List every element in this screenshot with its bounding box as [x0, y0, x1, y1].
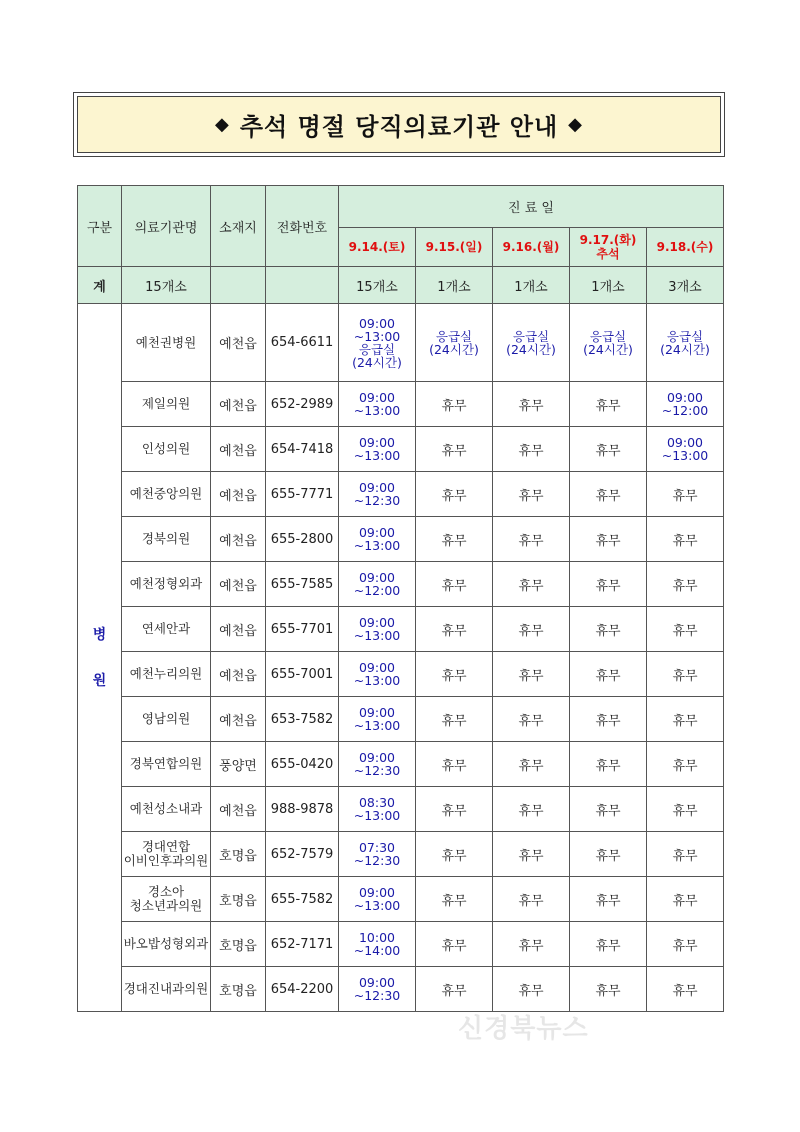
hours-line: (24시간): [429, 341, 479, 357]
hours-line: ~13:00: [353, 898, 401, 913]
schedule-cell: [493, 382, 570, 427]
location: 예천읍: [211, 427, 266, 472]
institution-name-line: 경대연합: [141, 839, 191, 854]
schedule-cell: [339, 517, 416, 562]
institution-name-line: 영남의원: [141, 711, 191, 726]
schedule-cell: [570, 652, 647, 697]
closed-label: 휴무: [441, 668, 467, 684]
closed-label: 휴무: [672, 488, 698, 504]
institution-name: [122, 607, 211, 652]
hours-line: ~12:30: [353, 493, 401, 508]
institution-name: [122, 967, 211, 1012]
schedule-cell: [416, 472, 493, 517]
closed-label: 휴무: [518, 713, 544, 729]
header-phone: 전화번호: [266, 186, 339, 267]
hours-line: ~13:00: [353, 718, 401, 733]
schedule-cell: [416, 382, 493, 427]
phone-number: 654-7418: [266, 427, 339, 472]
summary-label: 계: [78, 267, 122, 304]
phone-number: 655-7771: [266, 472, 339, 517]
hours-line: ~12:30: [353, 988, 401, 1003]
title-text: 추석 명절 당직의료기관 안내: [239, 113, 559, 141]
closed-label: 휴무: [595, 758, 621, 774]
schedule-cell: [416, 517, 493, 562]
location: 예천읍: [211, 382, 266, 427]
schedule-cell: [647, 967, 724, 1012]
schedule-cell: [493, 922, 570, 967]
closed-label: 휴무: [595, 578, 621, 594]
institution-name-line: 인성의원: [141, 441, 191, 456]
schedule-cell: [493, 304, 570, 382]
closed-label: 휴무: [518, 533, 544, 549]
summary-day: 1개소: [416, 267, 493, 304]
closed-label: 휴무: [518, 443, 544, 459]
hours-line: 09:00: [358, 705, 396, 720]
institution-name-line: 경북의원: [141, 531, 191, 546]
header-institution: 의료기관명: [122, 186, 211, 267]
schedule-cell: [647, 742, 724, 787]
closed-label: 휴무: [518, 488, 544, 504]
closed-label: 휴무: [518, 398, 544, 414]
summary-day: 15개소: [339, 267, 416, 304]
closed-label: 휴무: [595, 488, 621, 504]
closed-label: 휴무: [595, 938, 621, 954]
closed-label: 휴무: [595, 668, 621, 684]
schedule-cell: [570, 517, 647, 562]
closed-label: 휴무: [595, 398, 621, 414]
institution-name: [122, 562, 211, 607]
institution-name-line: 이비인후과의원: [123, 853, 209, 868]
schedule-cell: [339, 832, 416, 877]
date-label: 9.15.(일): [425, 240, 483, 254]
institution-name: [122, 742, 211, 787]
date-label: 9.17.(화): [579, 233, 637, 247]
duty-clinic-table: [77, 185, 724, 1012]
hours-line: ~12:00: [661, 403, 709, 418]
header-category: 구분: [78, 186, 122, 267]
schedule-cell: [416, 427, 493, 472]
closed-label: 휴무: [595, 803, 621, 819]
schedule-cell: [339, 787, 416, 832]
closed-label: 휴무: [518, 983, 544, 999]
section-char: 병: [92, 626, 107, 643]
summary-empty: [266, 267, 339, 304]
hours-line: (24시간): [506, 341, 556, 357]
institution-name-line: 예천권병원: [135, 334, 197, 350]
hours-line: 응급실: [666, 328, 704, 344]
schedule-cell: [570, 967, 647, 1012]
phone-number: 652-7579: [266, 832, 339, 877]
diamond-icon: ◆: [568, 114, 583, 135]
schedule-cell: [416, 787, 493, 832]
schedule-cell: [339, 304, 416, 382]
closed-label: 휴무: [518, 578, 544, 594]
table-row: [78, 697, 724, 742]
phone-number: 655-2800: [266, 517, 339, 562]
phone-number: 653-7582: [266, 697, 339, 742]
location: 예천읍: [211, 607, 266, 652]
schedule-cell: [339, 697, 416, 742]
schedule-cell: [647, 652, 724, 697]
hours-line: ~13:00: [353, 538, 401, 553]
hours-line: 09:00: [358, 390, 396, 405]
schedule-cell: [570, 787, 647, 832]
schedule-cell: [493, 877, 570, 922]
location: 호명읍: [211, 877, 266, 922]
hours-line: ~14:00: [353, 943, 401, 958]
schedule-cell: [570, 742, 647, 787]
schedule-cell: [339, 427, 416, 472]
table-row: [78, 922, 724, 967]
schedule-cell: [570, 922, 647, 967]
date-header: [647, 228, 724, 267]
hours-line: ~13:00: [661, 448, 709, 463]
schedule-cell: [339, 967, 416, 1012]
closed-label: 휴무: [441, 623, 467, 639]
table-row: [78, 742, 724, 787]
diamond-icon: ◆: [215, 114, 230, 135]
schedule-cell: [647, 382, 724, 427]
summary-day: 1개소: [493, 267, 570, 304]
hours-line: (24시간): [352, 354, 402, 370]
table-row: [78, 832, 724, 877]
hours-line: 09:00: [358, 315, 396, 331]
schedule-cell: [493, 607, 570, 652]
schedule-cell: [647, 607, 724, 652]
hours-line: 응급실: [589, 328, 627, 344]
table-row: [78, 787, 724, 832]
hours-line: 09:00: [358, 435, 396, 450]
hours-line: 08:30: [358, 795, 396, 810]
closed-label: 휴무: [441, 758, 467, 774]
hours-line: 09:00: [358, 570, 396, 585]
institution-name-line: 경북연합의원: [129, 756, 203, 771]
location: 호명읍: [211, 922, 266, 967]
closed-label: 휴무: [518, 668, 544, 684]
date-header: [570, 228, 647, 267]
closed-label: 휴무: [518, 848, 544, 864]
phone-number: 652-2989: [266, 382, 339, 427]
institution-name: [122, 877, 211, 922]
schedule-cell: [493, 787, 570, 832]
schedule-cell: [570, 877, 647, 922]
closed-label: 휴무: [595, 713, 621, 729]
closed-label: 휴무: [595, 533, 621, 549]
institution-name: [122, 922, 211, 967]
location: 예천읍: [211, 472, 266, 517]
institution-name-line: 예천중앙의원: [129, 486, 203, 501]
hours-line: 10:00: [358, 930, 396, 945]
watermark: 신경북뉴스: [458, 1014, 589, 1044]
schedule-cell: [647, 472, 724, 517]
hours-line: ~12:00: [353, 583, 401, 598]
schedule-cell: [493, 427, 570, 472]
schedule-cell: [339, 562, 416, 607]
institution-name-line: 예천누리의원: [129, 666, 203, 681]
closed-label: 휴무: [441, 713, 467, 729]
closed-label: 휴무: [672, 758, 698, 774]
location: 예천읍: [211, 652, 266, 697]
schedule-cell: [416, 742, 493, 787]
schedule-cell: [570, 427, 647, 472]
hours-line: 09:00: [358, 525, 396, 540]
schedule-cell: [570, 304, 647, 382]
table-row: [78, 427, 724, 472]
hours-line: ~12:30: [353, 763, 401, 778]
closed-label: 휴무: [672, 938, 698, 954]
schedule-cell: [416, 697, 493, 742]
phone-number: 988-9878: [266, 787, 339, 832]
closed-label: 휴무: [518, 758, 544, 774]
schedule-cell: [647, 877, 724, 922]
institution-name: [122, 832, 211, 877]
hours-line: 09:00: [358, 975, 396, 990]
schedule-cell: [493, 742, 570, 787]
institution-name-line: 연세안과: [141, 621, 191, 636]
closed-label: 휴무: [518, 803, 544, 819]
closed-label: 휴무: [595, 983, 621, 999]
hours-line: ~12:30: [353, 853, 401, 868]
closed-label: 휴무: [672, 803, 698, 819]
table-row: [78, 517, 724, 562]
institution-name-line: 제일의원: [141, 396, 191, 411]
phone-number: 655-7701: [266, 607, 339, 652]
date-label: 9.16.(월): [502, 240, 560, 254]
closed-label: 휴무: [441, 983, 467, 999]
location: 호명읍: [211, 832, 266, 877]
location: 예천읍: [211, 304, 266, 382]
table-row: [78, 967, 724, 1012]
hours-line: ~13:00: [353, 403, 401, 418]
hours-line: ~13:00: [353, 328, 401, 344]
closed-label: 휴무: [518, 938, 544, 954]
schedule-cell: [647, 697, 724, 742]
closed-label: 휴무: [518, 623, 544, 639]
closed-label: 휴무: [441, 488, 467, 504]
schedule-cell: [416, 967, 493, 1012]
date-label: 9.14.(토): [348, 240, 406, 254]
schedule-cell: [416, 304, 493, 382]
closed-label: 휴무: [672, 983, 698, 999]
schedule-cell: [493, 697, 570, 742]
institution-name-line: 예천성소내과: [129, 801, 203, 816]
closed-label: 휴무: [441, 533, 467, 549]
schedule-cell: [493, 517, 570, 562]
summary-count: 15개소: [122, 267, 211, 304]
hours-line: ~13:00: [353, 448, 401, 463]
closed-label: 휴무: [672, 533, 698, 549]
closed-label: 휴무: [672, 668, 698, 684]
institution-name-line: 예천정형외과: [129, 576, 203, 591]
schedule-cell: [493, 652, 570, 697]
section-char: 원: [92, 672, 107, 689]
closed-label: 휴무: [672, 893, 698, 909]
location: 예천읍: [211, 787, 266, 832]
location: 예천읍: [211, 697, 266, 742]
closed-label: 휴무: [595, 623, 621, 639]
schedule-cell: [570, 382, 647, 427]
table-row: [78, 562, 724, 607]
schedule-cell: [647, 304, 724, 382]
closed-label: 휴무: [672, 578, 698, 594]
hours-line: ~13:00: [353, 808, 401, 823]
schedule-cell: [570, 697, 647, 742]
institution-name-line: 경대진내과의원: [123, 981, 209, 996]
institution-name: [122, 472, 211, 517]
date-header: [339, 228, 416, 267]
schedule-cell: [493, 472, 570, 517]
schedule-cell: [416, 562, 493, 607]
holiday-label: 추석: [596, 247, 620, 261]
institution-name-line: 바오밥성형외과: [123, 936, 209, 951]
hours-line: 09:00: [358, 750, 396, 765]
section-label: [78, 304, 122, 1012]
hours-line: (24시간): [660, 341, 710, 357]
schedule-cell: [647, 562, 724, 607]
hours-line: 응급실: [512, 328, 550, 344]
schedule-cell: [416, 877, 493, 922]
date-header: [416, 228, 493, 267]
institution-name: [122, 697, 211, 742]
schedule-cell: [647, 517, 724, 562]
location: 예천읍: [211, 517, 266, 562]
schedule-cell: [416, 832, 493, 877]
phone-number: 654-6611: [266, 304, 339, 382]
date-header: [493, 228, 570, 267]
schedule-cell: [647, 787, 724, 832]
schedule-cell: [493, 967, 570, 1012]
phone-number: 655-7585: [266, 562, 339, 607]
closed-label: 휴무: [672, 848, 698, 864]
schedule-cell: [339, 877, 416, 922]
institution-name-line: 경소아: [147, 884, 185, 899]
closed-label: 휴무: [672, 713, 698, 729]
schedule-cell: [339, 742, 416, 787]
schedule-cell: [416, 607, 493, 652]
closed-label: 휴무: [595, 443, 621, 459]
closed-label: 휴무: [441, 398, 467, 414]
phone-number: 654-2200: [266, 967, 339, 1012]
header-location: 소재지: [211, 186, 266, 267]
hours-line: 09:00: [358, 480, 396, 495]
closed-label: 휴무: [441, 893, 467, 909]
schedule-cell: [493, 832, 570, 877]
table-row: [78, 304, 724, 382]
schedule-cell: [416, 652, 493, 697]
schedule-cell: [339, 472, 416, 517]
summary-empty: [211, 267, 266, 304]
schedule-cell: [339, 652, 416, 697]
hours-line: ~13:00: [353, 673, 401, 688]
hours-line: 응급실: [358, 341, 396, 357]
phone-number: 655-7001: [266, 652, 339, 697]
closed-label: 휴무: [441, 443, 467, 459]
closed-label: 휴무: [595, 848, 621, 864]
institution-name: [122, 427, 211, 472]
schedule-cell: [570, 832, 647, 877]
schedule-cell: [570, 607, 647, 652]
location: 풍양면: [211, 742, 266, 787]
institution-name: [122, 382, 211, 427]
hours-line: 09:00: [358, 615, 396, 630]
institution-name: [122, 787, 211, 832]
summary-day: 1개소: [570, 267, 647, 304]
schedule-cell: [493, 562, 570, 607]
hours-line: ~13:00: [353, 628, 401, 643]
schedule-cell: [339, 607, 416, 652]
header-treatment-days: 진 료 일: [339, 186, 724, 228]
hours-line: 09:00: [666, 390, 704, 405]
summary-day: 3개소: [647, 267, 724, 304]
date-label: 9.18.(수): [656, 240, 714, 254]
hours-line: 07:30: [358, 840, 396, 855]
closed-label: 휴무: [441, 803, 467, 819]
location: 호명읍: [211, 967, 266, 1012]
closed-label: 휴무: [441, 578, 467, 594]
institution-name-line: 청소년과의원: [129, 898, 203, 913]
hours-line: (24시간): [583, 341, 633, 357]
closed-label: 휴무: [672, 623, 698, 639]
institution-name: [122, 304, 211, 382]
schedule-cell: [647, 922, 724, 967]
phone-number: 655-0420: [266, 742, 339, 787]
location: 예천읍: [211, 562, 266, 607]
phone-number: 652-7171: [266, 922, 339, 967]
schedule-cell: [570, 472, 647, 517]
table-row: [78, 472, 724, 517]
closed-label: 휴무: [518, 893, 544, 909]
table-row: [78, 382, 724, 427]
schedule-cell: [570, 562, 647, 607]
table-row: [78, 607, 724, 652]
schedule-cell: [647, 832, 724, 877]
hours-line: 09:00: [666, 435, 704, 450]
phone-number: 655-7582: [266, 877, 339, 922]
closed-label: 휴무: [595, 893, 621, 909]
schedule-cell: [647, 427, 724, 472]
institution-name: [122, 517, 211, 562]
page-title: [77, 96, 721, 153]
hours-line: 09:00: [358, 660, 396, 675]
closed-label: 휴무: [441, 848, 467, 864]
schedule-cell: [339, 382, 416, 427]
hours-line: 응급실: [435, 328, 473, 344]
schedule-cell: [416, 922, 493, 967]
schedule-cell: [339, 922, 416, 967]
hours-line: 09:00: [358, 885, 396, 900]
closed-label: 휴무: [441, 938, 467, 954]
table-row: [78, 877, 724, 922]
institution-name: [122, 652, 211, 697]
table-row: [78, 652, 724, 697]
